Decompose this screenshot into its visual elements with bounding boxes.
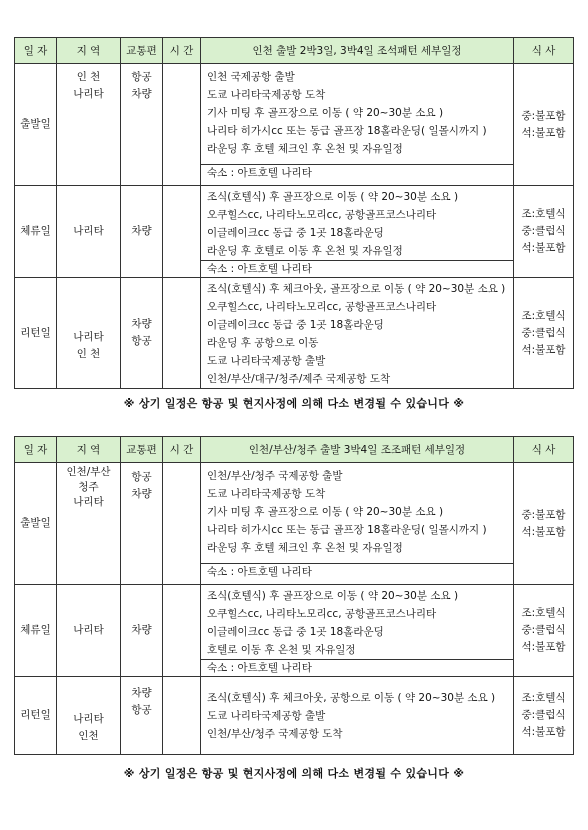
transport-cell: 차량 (121, 186, 163, 278)
time-cell (163, 677, 201, 755)
schedule-line: 인천/부산/청주 국제공항 도착 (207, 727, 343, 740)
hotel-line: 숙소 : 아트호텔 나리타 (201, 563, 513, 580)
time-cell (163, 463, 201, 585)
header-day: 일 자 (15, 437, 57, 463)
day-cell: 출발일 (15, 64, 57, 186)
meal-cell: 조:호텔식 중:클럽식 석:불포함 (514, 677, 574, 755)
time-cell (163, 585, 201, 677)
day-cell: 리턴일 (15, 677, 57, 755)
itinerary-table-1 (14, 37, 574, 389)
schedule-line: 오쿠힐스cc, 나리타노모리cc, 공항골프코스나리타 (207, 608, 437, 620)
table-row (15, 278, 574, 389)
schedule-cell (201, 677, 514, 755)
header-meal: 식 사 (514, 38, 574, 64)
table-row (15, 585, 574, 677)
schedule-line: 조식(호텔식) 후 체크아웃, 공항으로 이동 ( 약 20~30분 소요 ) (207, 691, 496, 704)
table-row (15, 677, 574, 755)
schedule-line: 조식(호텔식) 후 골프장으로 이동 ( 약 20~30분 소요 ) (207, 590, 459, 602)
schedule-line: 라운딩 후 호텔 체크인 후 온천 및 자유일정 (207, 143, 403, 155)
header-time: 시 간 (163, 437, 201, 463)
region-cell: 나리타 (57, 186, 121, 278)
schedule-line: 라운딩 후 호텔로 이동 후 온천 및 자유일정 (207, 245, 403, 257)
schedule-line: 라운딩 후 호텔 체크인 후 온천 및 자유일정 (207, 542, 403, 554)
schedule-line: 호텔로 이동 후 온천 및 자유일정 (207, 644, 356, 656)
schedule-line: 도쿄 나리타국제공항 출발 (207, 355, 326, 367)
schedule-line: 기사 미팅 후 골프장으로 이동 ( 약 20~30분 소요 ) (207, 107, 444, 119)
header-transport: 교통편 (121, 38, 163, 64)
schedule-cell (201, 278, 514, 389)
region-cell: 인천/부산 청주 나리타 (57, 463, 121, 585)
time-cell (163, 278, 201, 389)
transport-cell: 차량 항공 (121, 278, 163, 389)
table-header-row (15, 437, 574, 463)
meal-cell: 조:호텔식 중:클럽식 석:불포함 (514, 186, 574, 278)
transport-cell: 차량 항공 (121, 677, 163, 755)
schedule-cell (201, 64, 514, 186)
schedule-line: 이글레이크cc 동급 중 1곳 18홀라운딩 (207, 626, 384, 638)
header-title: 인천 출발 2박3일, 3박4일 조석패턴 세부일정 (201, 38, 514, 64)
header-meal: 식 사 (514, 437, 574, 463)
header-region: 지 역 (57, 38, 121, 64)
notice-text: ※ 상기 일정은 항공 및 현지사정에 의해 다소 변경될 수 있습니다 ※ (123, 767, 465, 780)
region-cell: 나리타 인천 (57, 677, 121, 755)
meal-cell: 중:불포함 석:불포함 (514, 463, 574, 585)
region-cell: 나리타 인 천 (57, 278, 121, 389)
time-cell (163, 64, 201, 186)
schedule-line: 나리타 히가시cc 또는 동급 골프장 18홀라운딩( 일몰시까지 ) (207, 125, 487, 137)
meal-cell: 조:호텔식 중:클럽식 석:불포함 (514, 585, 574, 677)
schedule-cell (201, 463, 514, 585)
region-cell: 인 천 나리타 (57, 64, 121, 186)
schedule-line: 라운딩 후 공항으로 이동 (207, 337, 319, 349)
schedule-line: 기사 미팅 후 골프장으로 이동 ( 약 20~30분 소요 ) (207, 506, 444, 518)
schedule-line: 도쿄 나리타국제공항 도착 (207, 488, 326, 500)
header-transport: 교통편 (121, 437, 163, 463)
day-cell: 리턴일 (15, 278, 57, 389)
notice-text: ※ 상기 일정은 항공 및 현지사정에 의해 다소 변경될 수 있습니다 ※ (123, 397, 465, 410)
meal-cell: 조:호텔식 중:클럽식 석:불포함 (514, 278, 574, 389)
schedule-line: 인천/부산/청주 국제공항 출발 (207, 470, 343, 482)
schedule-cell (201, 186, 514, 278)
schedule-line: 인천 국제공항 출발 (207, 71, 295, 83)
region-cell: 나리타 (57, 585, 121, 677)
schedule-line: 오쿠힐스cc, 나리타노모리cc, 공항골프코스나리타 (207, 209, 437, 221)
hotel-line: 숙소 : 아트호텔 나리타 (201, 659, 513, 676)
meal-cell: 중:불포함 석:불포함 (514, 64, 574, 186)
transport-cell: 항공 차량 (121, 463, 163, 585)
table-row (15, 186, 574, 278)
schedule-line: 조식(호텔식) 후 체크아웃, 골프장으로 이동 ( 약 20~30분 소요 ) (207, 283, 506, 295)
header-day: 일 자 (15, 38, 57, 64)
itinerary-table-2 (14, 436, 574, 755)
schedule-line: 인천/부산/대구/청주/제주 국제공항 도착 (207, 373, 391, 385)
transport-cell: 차량 (121, 585, 163, 677)
schedule-line: 이글레이크cc 동급 중 1곳 18홀라운딩 (207, 319, 384, 331)
schedule-cell (201, 585, 514, 677)
header-title: 인천/부산/청주 출발 3박4일 조조패턴 세부일정 (201, 437, 514, 463)
table-header-row (15, 38, 574, 64)
schedule-line: 조식(호텔식) 후 골프장으로 이동 ( 약 20~30분 소요 ) (207, 191, 459, 203)
schedule-line: 이글레이크cc 동급 중 1곳 18홀라운딩 (207, 227, 384, 239)
day-cell: 체류일 (15, 186, 57, 278)
table-row (15, 463, 574, 585)
transport-cell: 항공 차량 (121, 64, 163, 186)
day-cell: 출발일 (15, 463, 57, 585)
schedule-line: 나리타 히가시cc 또는 동급 골프장 18홀라운딩( 일몰시까지 ) (207, 524, 487, 536)
schedule-line: 오쿠힐스cc, 나리타노모리cc, 공항골프코스나리타 (207, 301, 437, 313)
table-row (15, 64, 574, 186)
header-region: 지 역 (57, 437, 121, 463)
hotel-line: 숙소 : 아트호텔 나리타 (201, 164, 513, 181)
day-cell: 체류일 (15, 585, 57, 677)
hotel-line: 숙소 : 아트호텔 나리타 (201, 260, 513, 277)
time-cell (163, 186, 201, 278)
header-time: 시 간 (163, 38, 201, 64)
schedule-line: 도쿄 나리타국제공항 도착 (207, 89, 326, 101)
schedule-line: 도쿄 나리타국제공항 출발 (207, 709, 326, 722)
